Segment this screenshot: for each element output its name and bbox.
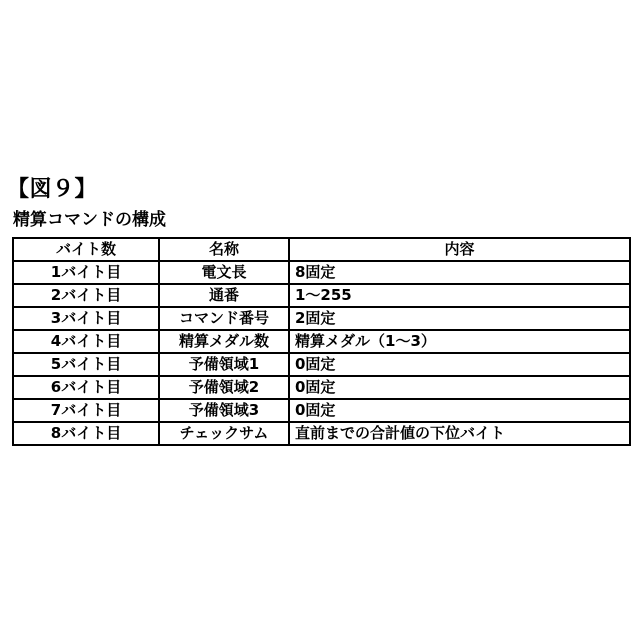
cell-byte4-content: 精算メダル（1～3）: [289, 330, 630, 353]
cell-byte3-name: コマンド番号: [159, 307, 289, 330]
cell-byte4-index: 4バイト目: [13, 330, 159, 353]
cell-byte2-index: 2バイト目: [13, 284, 159, 307]
cell-byte2-name: 通番: [159, 284, 289, 307]
cell-byte4-name: 精算メダル数: [159, 330, 289, 353]
table-header-row: [13, 238, 630, 261]
cell-byte2-content: 1～255: [289, 284, 630, 307]
column-header-name: 名称: [159, 238, 289, 261]
cell-byte7-content: 0固定: [289, 399, 630, 422]
cell-byte5-index: 5バイト目: [13, 353, 159, 376]
figure-number-label: 【図９】: [7, 177, 98, 202]
cell-byte3-content: 2固定: [289, 307, 630, 330]
cell-byte6-content: 0固定: [289, 376, 630, 399]
figure-caption: 精算コマンドの構成: [13, 210, 166, 230]
column-header-byte-count: バイト数: [13, 238, 159, 261]
cell-byte8-name: チェックサム: [159, 422, 289, 445]
cell-byte3-index: 3バイト目: [13, 307, 159, 330]
table-row-byte6: [13, 376, 630, 399]
cell-byte1-name: 電文長: [159, 261, 289, 284]
table-row-byte5: [13, 353, 630, 376]
cell-byte6-index: 6バイト目: [13, 376, 159, 399]
table-row-byte8: [13, 422, 630, 445]
cell-byte7-name: 予備領域3: [159, 399, 289, 422]
cell-byte5-name: 予備領域1: [159, 353, 289, 376]
table-row-byte3: [13, 307, 630, 330]
cell-byte1-content: 8固定: [289, 261, 630, 284]
cell-byte8-content: 直前までの合計値の下位バイト: [289, 422, 630, 445]
column-header-content: 内容: [289, 238, 630, 261]
cell-byte8-index: 8バイト目: [13, 422, 159, 445]
table-row-byte4: [13, 330, 630, 353]
command-structure-table: [12, 237, 631, 446]
cell-byte7-index: 7バイト目: [13, 399, 159, 422]
cell-byte5-content: 0固定: [289, 353, 630, 376]
cell-byte1-index: 1バイト目: [13, 261, 159, 284]
table-row-byte1: [13, 261, 630, 284]
table-row-byte7: [13, 399, 630, 422]
cell-byte6-name: 予備領域2: [159, 376, 289, 399]
table-row-byte2: [13, 284, 630, 307]
